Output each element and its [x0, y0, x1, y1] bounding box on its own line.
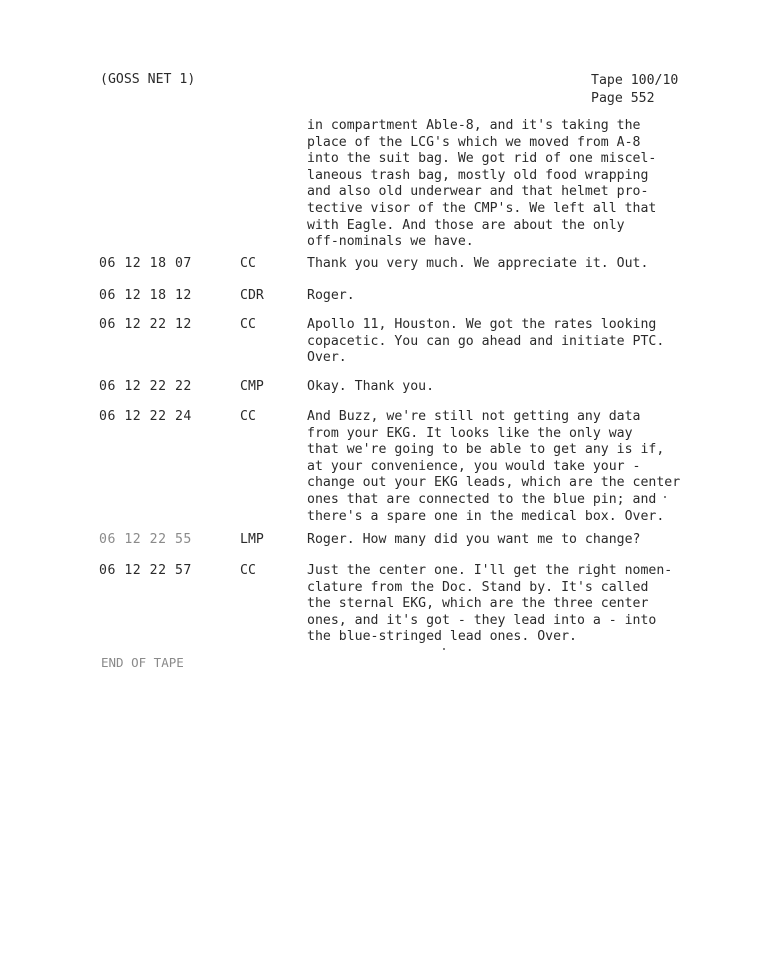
text-line: Roger. How many did you want me to change?	[307, 532, 641, 547]
speaker: CC	[240, 409, 256, 424]
timestamp: 06 12 22 24	[99, 409, 192, 424]
text-line: there's a spare one in the medical box. Over.	[307, 508, 665, 524]
text-line: and also old underwear and that helmet pro-	[307, 184, 649, 200]
text-line: Just the center one. I'll get the right nomen-	[307, 563, 673, 578]
text-line: Thank you very much. We appreciate it. Out.	[307, 256, 649, 271]
header-net-label: (GOSS NET 1)	[100, 72, 196, 87]
timestamp: 06 12 18 07	[99, 256, 192, 271]
page-number: Page 552	[591, 91, 655, 106]
utterance	[307, 256, 707, 273]
text-line: laneous trash bag, mostly old food wrapping	[307, 167, 649, 183]
end-of-tape-label: END OF TAPE	[101, 655, 184, 670]
text-line: copacetic. You can go ahead and initiate PTC.	[307, 333, 665, 349]
text-line: tective visor of the CMP's. We left all that	[307, 200, 657, 216]
text-line: into the suit bag. We got rid of one miscel-	[307, 151, 657, 167]
text-line: the sternal EKG, which are the three center	[307, 596, 649, 612]
text-line: Okay. Thank you.	[307, 379, 435, 394]
utterance	[307, 409, 707, 525]
text-line: the blue-stringed lead ones. Over.	[307, 629, 577, 645]
text-line: that we're going to be able to get any is if,	[307, 442, 665, 458]
text-line: in compartment Able-8, and it's taking the	[307, 118, 641, 133]
speaker: CC	[240, 317, 256, 332]
speaker: CC	[240, 256, 256, 271]
text-line: Roger.	[307, 288, 355, 303]
speaker: LMP	[240, 532, 264, 547]
timestamp: 06 12 18 12	[99, 288, 192, 303]
timestamp: 06 12 22 22	[99, 379, 192, 394]
utterance	[307, 288, 707, 305]
speaker: CDR	[240, 288, 264, 303]
text-line: Over.	[307, 350, 347, 366]
speaker: CC	[240, 563, 256, 578]
text-line: off-nominals we have.	[307, 234, 474, 250]
text-line: clature from the Doc. Stand by. It's called	[307, 579, 649, 595]
text-line: And Buzz, we're still not getting any data	[307, 409, 641, 424]
text-line: at your convenience, you would take your -	[307, 458, 641, 474]
text-line: with Eagle. And those are about the only	[307, 217, 625, 233]
text-line: ones that are connected to the blue pin; and	[307, 491, 657, 507]
scan-speck	[664, 496, 666, 498]
text-line: place of the LCG's which we moved from A-8	[307, 134, 641, 150]
text-line: change out your EKG leads, which are the center	[307, 475, 681, 491]
header-tape-page	[591, 72, 678, 108]
utterance	[307, 563, 707, 646]
continuation-text	[307, 118, 707, 251]
timestamp: 06 12 22 55	[99, 532, 192, 547]
text-line: Apollo 11, Houston. We got the rates looking	[307, 317, 657, 332]
timestamp: 06 12 22 57	[99, 563, 192, 578]
tape-number: Tape 100/10	[591, 73, 679, 88]
timestamp: 06 12 22 12	[99, 317, 192, 332]
speaker: CMP	[240, 379, 264, 394]
utterance	[307, 379, 707, 396]
scan-speck	[443, 648, 445, 650]
utterance	[307, 532, 707, 549]
text-line: from your EKG. It looks like the only way	[307, 425, 633, 441]
text-line: ones, and it's got - they lead into a - into	[307, 612, 657, 628]
utterance	[307, 317, 707, 367]
